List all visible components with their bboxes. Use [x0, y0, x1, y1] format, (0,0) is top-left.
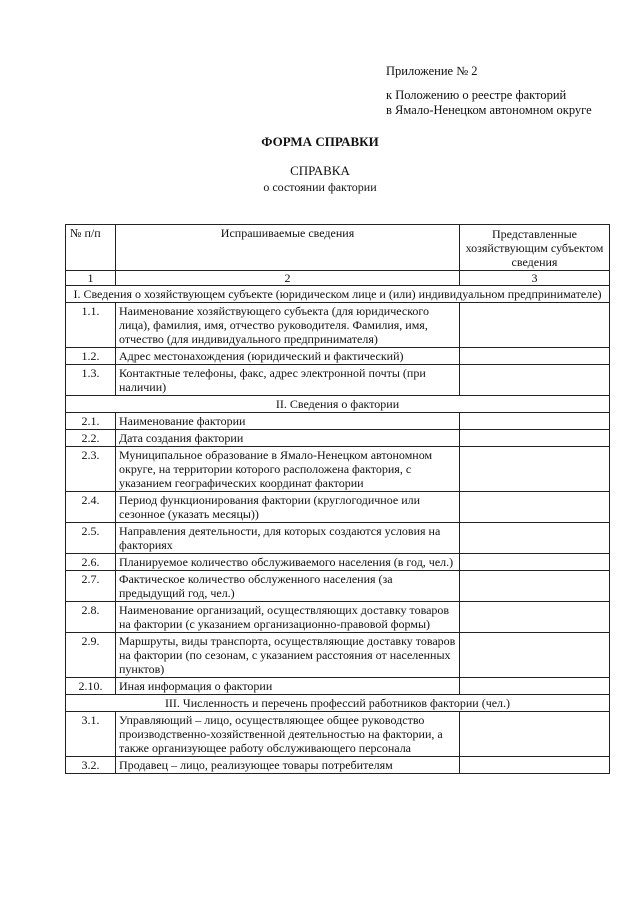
appendix-number: Приложение № 2: [386, 64, 478, 78]
column-number: 1: [66, 271, 116, 286]
row-number: 2.1.: [66, 413, 116, 430]
table-row: [66, 447, 610, 492]
column-number: 3: [460, 271, 610, 286]
row-requested-info: Иная информация о фактории: [116, 678, 460, 695]
appendix-block: [386, 64, 592, 118]
table-row: [66, 712, 610, 757]
section-title: I. Сведения о хозяйствующем субъекте (юридическом лице и (или) индивидуальном предпринимателе): [66, 286, 610, 303]
row-provided-value-cell[interactable]: [460, 413, 610, 430]
row-requested-info: Контактные телефоны, факс, адрес электронной почты (при наличии): [116, 365, 460, 396]
row-number: 2.9.: [66, 633, 116, 678]
row-provided-value-cell[interactable]: [460, 447, 610, 492]
appendix-reference-line1: к Положению о реестре факторий: [386, 88, 567, 102]
table-row: [66, 602, 610, 633]
row-number: 2.10.: [66, 678, 116, 695]
row-requested-info: Маршруты, виды транспорта, осуществляющие доставку товаров на фактории (по сезонам, с указанием расстояния от населенных пунктов): [116, 633, 460, 678]
table-row: [66, 303, 610, 348]
header-requested-info: Испрашиваемые сведения: [116, 225, 460, 271]
row-number: 2.4.: [66, 492, 116, 523]
row-provided-value-cell[interactable]: [460, 712, 610, 757]
header-number: № п/п: [66, 225, 116, 271]
row-provided-value-cell[interactable]: [460, 365, 610, 396]
table-row: [66, 492, 610, 523]
table-body: [66, 286, 610, 774]
row-provided-value-cell[interactable]: [460, 523, 610, 554]
row-provided-value-cell[interactable]: [460, 757, 610, 774]
row-provided-value-cell[interactable]: [460, 430, 610, 447]
row-provided-value-cell[interactable]: [460, 303, 610, 348]
row-number: 2.6.: [66, 554, 116, 571]
form-title: ФОРМА СПРАВКИ: [261, 134, 379, 149]
row-number: 2.8.: [66, 602, 116, 633]
table-row: [66, 365, 610, 396]
row-requested-info: Продавец – лицо, реализующее товары потребителям: [116, 757, 460, 774]
row-provided-value-cell[interactable]: [460, 602, 610, 633]
appendix-reference-line2: в Ямало-Ненецком автономном округе: [386, 103, 592, 117]
row-number: 3.1.: [66, 712, 116, 757]
row-number: 2.3.: [66, 447, 116, 492]
row-requested-info: Период функционирования фактории (круглогодичное или сезонное (указать месяцы)): [116, 492, 460, 523]
document-subtitle: о состоянии фактории: [263, 180, 377, 194]
row-requested-info: Управляющий – лицо, осуществляющее общее руководство производственно-хозяйственной деятельностью на фактории, а также организующее работу обслуживающего персонала: [116, 712, 460, 757]
section-header-row: [66, 695, 610, 712]
table-row: [66, 523, 610, 554]
row-requested-info: Муниципальное образование в Ямало-Ненецком автономном округе, на территории которого расположена фактория, с указанием географических координат фактории: [116, 447, 460, 492]
row-number: 3.2.: [66, 757, 116, 774]
row-requested-info: Дата создания фактории: [116, 430, 460, 447]
section-title: III. Численность и перечень профессий работников фактории (чел.): [66, 695, 610, 712]
row-requested-info: Направления деятельности, для которых создаются условия на факториях: [116, 523, 460, 554]
section-title: II. Сведения о фактории: [66, 396, 610, 413]
row-provided-value-cell[interactable]: [460, 554, 610, 571]
table-row: [66, 678, 610, 695]
row-provided-value-cell[interactable]: [460, 678, 610, 695]
table-row: [66, 554, 610, 571]
column-number-row: [66, 271, 610, 286]
table-row: [66, 757, 610, 774]
row-requested-info: Фактическое количество обслуженного населения (за предыдущий год, чел.): [116, 571, 460, 602]
row-number: 1.2.: [66, 348, 116, 365]
table-row: [66, 633, 610, 678]
table-row: [66, 430, 610, 447]
row-provided-value-cell[interactable]: [460, 492, 610, 523]
document-title: СПРАВКА: [290, 163, 350, 178]
row-requested-info: Наименование хозяйствующего субъекта (для юридического лица), фамилия, имя, отчество руководителя. Фамилия, имя, отчество (для индивидуального предпринимателя): [116, 303, 460, 348]
table-row: [66, 571, 610, 602]
row-number: 2.5.: [66, 523, 116, 554]
header-provided-info: Представленные хозяйствующим субъектом сведения: [460, 225, 610, 271]
column-number: 2: [116, 271, 460, 286]
row-provided-value-cell[interactable]: [460, 633, 610, 678]
section-header-row: [66, 286, 610, 303]
row-requested-info: Адрес местонахождения (юридический и фактический): [116, 348, 460, 365]
row-provided-value-cell[interactable]: [460, 348, 610, 365]
row-requested-info: Планируемое количество обслуживаемого населения (в год, чел.): [116, 554, 460, 571]
table-header-row: [66, 225, 610, 271]
table-row: [66, 348, 610, 365]
table-row: [66, 413, 610, 430]
section-header-row: [66, 396, 610, 413]
row-number: 1.1.: [66, 303, 116, 348]
row-requested-info: Наименование фактории: [116, 413, 460, 430]
row-requested-info: Наименование организаций, осуществляющих доставку товаров на фактории (с указанием организационно-правовой формы): [116, 602, 460, 633]
report-form-table: [65, 224, 610, 774]
row-number: 1.3.: [66, 365, 116, 396]
row-number: 2.7.: [66, 571, 116, 602]
row-number: 2.2.: [66, 430, 116, 447]
row-provided-value-cell[interactable]: [460, 571, 610, 602]
